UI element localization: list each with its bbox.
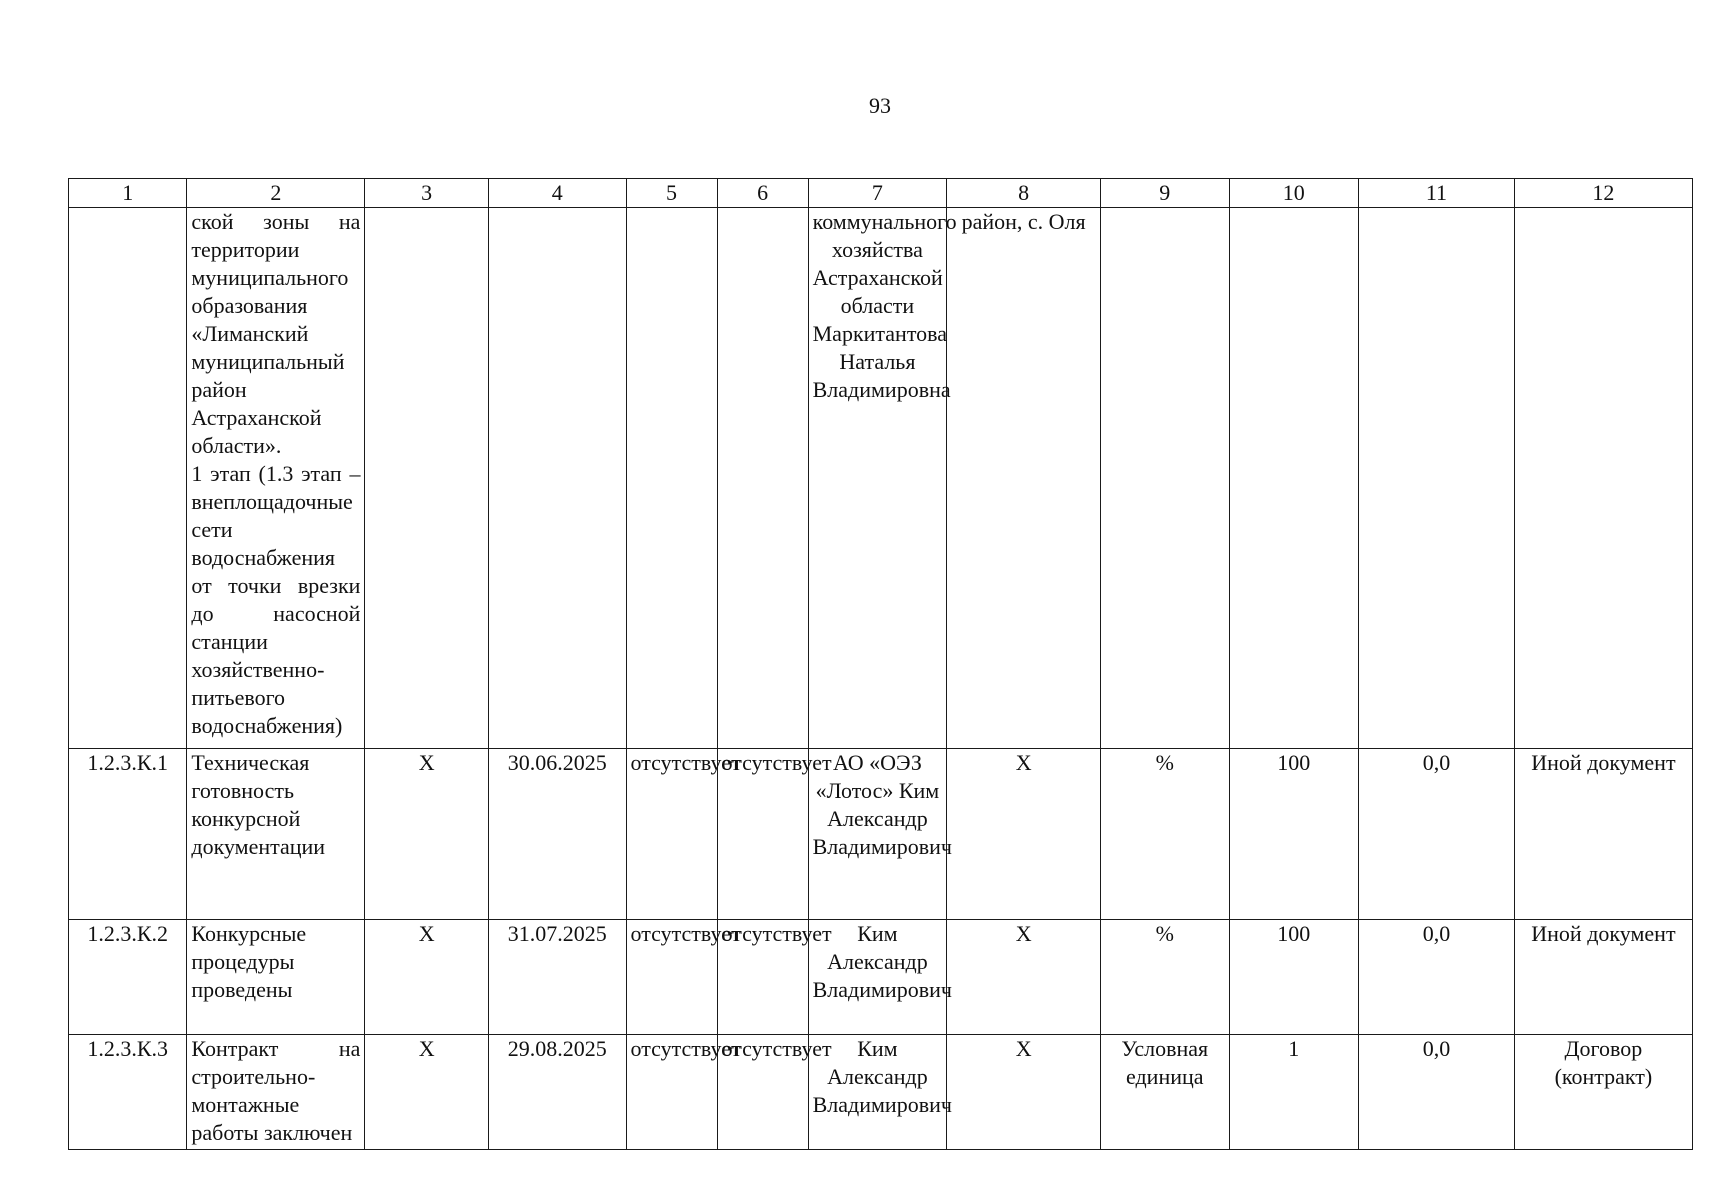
page-number: 93 [869, 93, 891, 118]
cell-unit: % [1101, 749, 1230, 920]
header-row [69, 179, 1693, 208]
column-number: 4 [488, 179, 626, 208]
column-number: 6 [717, 179, 808, 208]
column-number: 8 [947, 179, 1101, 208]
item-code: 1.2.3.К.2 [69, 920, 187, 1035]
table-row [69, 749, 1693, 920]
cell-value-2: 0,0 [1359, 749, 1515, 920]
item-code [69, 208, 187, 749]
cell-unit: % [1101, 920, 1230, 1035]
cell-col-3: X [365, 920, 488, 1035]
cell-col-6: отсутствует [717, 1035, 808, 1150]
cell-location: X [947, 920, 1101, 1035]
item-code: 1.2.3.К.3 [69, 1035, 187, 1150]
cell-unit: Условная единица [1101, 1035, 1230, 1150]
cell-col-6: отсутствует [717, 920, 808, 1035]
column-number: 2 [187, 179, 365, 208]
item-description: Конкурсные процедуры проведены [187, 920, 365, 1035]
cell-col-5: отсутствует [626, 1035, 717, 1150]
cell-value-2 [1359, 208, 1515, 749]
plan-table [68, 178, 1693, 1150]
column-number: 1 [69, 179, 187, 208]
cell-unit [1101, 208, 1230, 749]
cell-responsible: АО «ОЭЗ «Лотос» Ким Александр Владимирович [808, 749, 947, 920]
cell-responsible: коммунального хозяйства Астраханской области Маркитантова Наталья Владимировна [808, 208, 947, 749]
column-number: 3 [365, 179, 488, 208]
cell-value: 100 [1229, 920, 1359, 1035]
cell-col-6 [717, 208, 808, 749]
item-description: Контракт на строительно-монтажные работы заключен [187, 1035, 365, 1150]
cell-col-3: X [365, 1035, 488, 1150]
column-number: 5 [626, 179, 717, 208]
cell-document: Иной документ [1514, 749, 1692, 920]
cell-date: 30.06.2025 [488, 749, 626, 920]
table-row [69, 1035, 1693, 1150]
cell-value-2: 0,0 [1359, 1035, 1515, 1150]
cell-document: Иной документ [1514, 920, 1692, 1035]
cell-col-5 [626, 208, 717, 749]
table-row [69, 920, 1693, 1035]
cell-value: 1 [1229, 1035, 1359, 1150]
cell-col-3: X [365, 749, 488, 920]
cell-col-3 [365, 208, 488, 749]
cell-date [488, 208, 626, 749]
cell-document [1514, 208, 1692, 749]
item-description: ской зоны на территории муниципального образования «Лиманский муниципальный район Астраханской области». 1 этап (1.3 этап – внеплощадочные сети водоснабжения от точки врезки до насосной станции хозяйственно-питьевого водоснабжения) [187, 208, 365, 749]
column-number: 11 [1359, 179, 1515, 208]
cell-responsible: Ким Александр Владимирович [808, 920, 947, 1035]
cell-col-5: отсутствует [626, 749, 717, 920]
cell-value-2: 0,0 [1359, 920, 1515, 1035]
item-code: 1.2.3.К.1 [69, 749, 187, 920]
cell-col-6: отсутствует [717, 749, 808, 920]
column-number: 7 [808, 179, 947, 208]
cell-location: X [947, 749, 1101, 920]
cell-date: 31.07.2025 [488, 920, 626, 1035]
cell-responsible: Ким Александр Владимирович [808, 1035, 947, 1150]
cell-col-5: отсутствует [626, 920, 717, 1035]
column-number: 12 [1514, 179, 1692, 208]
cell-location: район, с. Оля [947, 208, 1101, 749]
cell-value [1229, 208, 1359, 749]
cell-location: X [947, 1035, 1101, 1150]
item-description: Техническая готовность конкурсной документации [187, 749, 365, 920]
cell-value: 100 [1229, 749, 1359, 920]
column-number: 9 [1101, 179, 1230, 208]
table-row [69, 208, 1693, 749]
cell-document: Договор (контракт) [1514, 1035, 1692, 1150]
cell-date: 29.08.2025 [488, 1035, 626, 1150]
column-number: 10 [1229, 179, 1359, 208]
